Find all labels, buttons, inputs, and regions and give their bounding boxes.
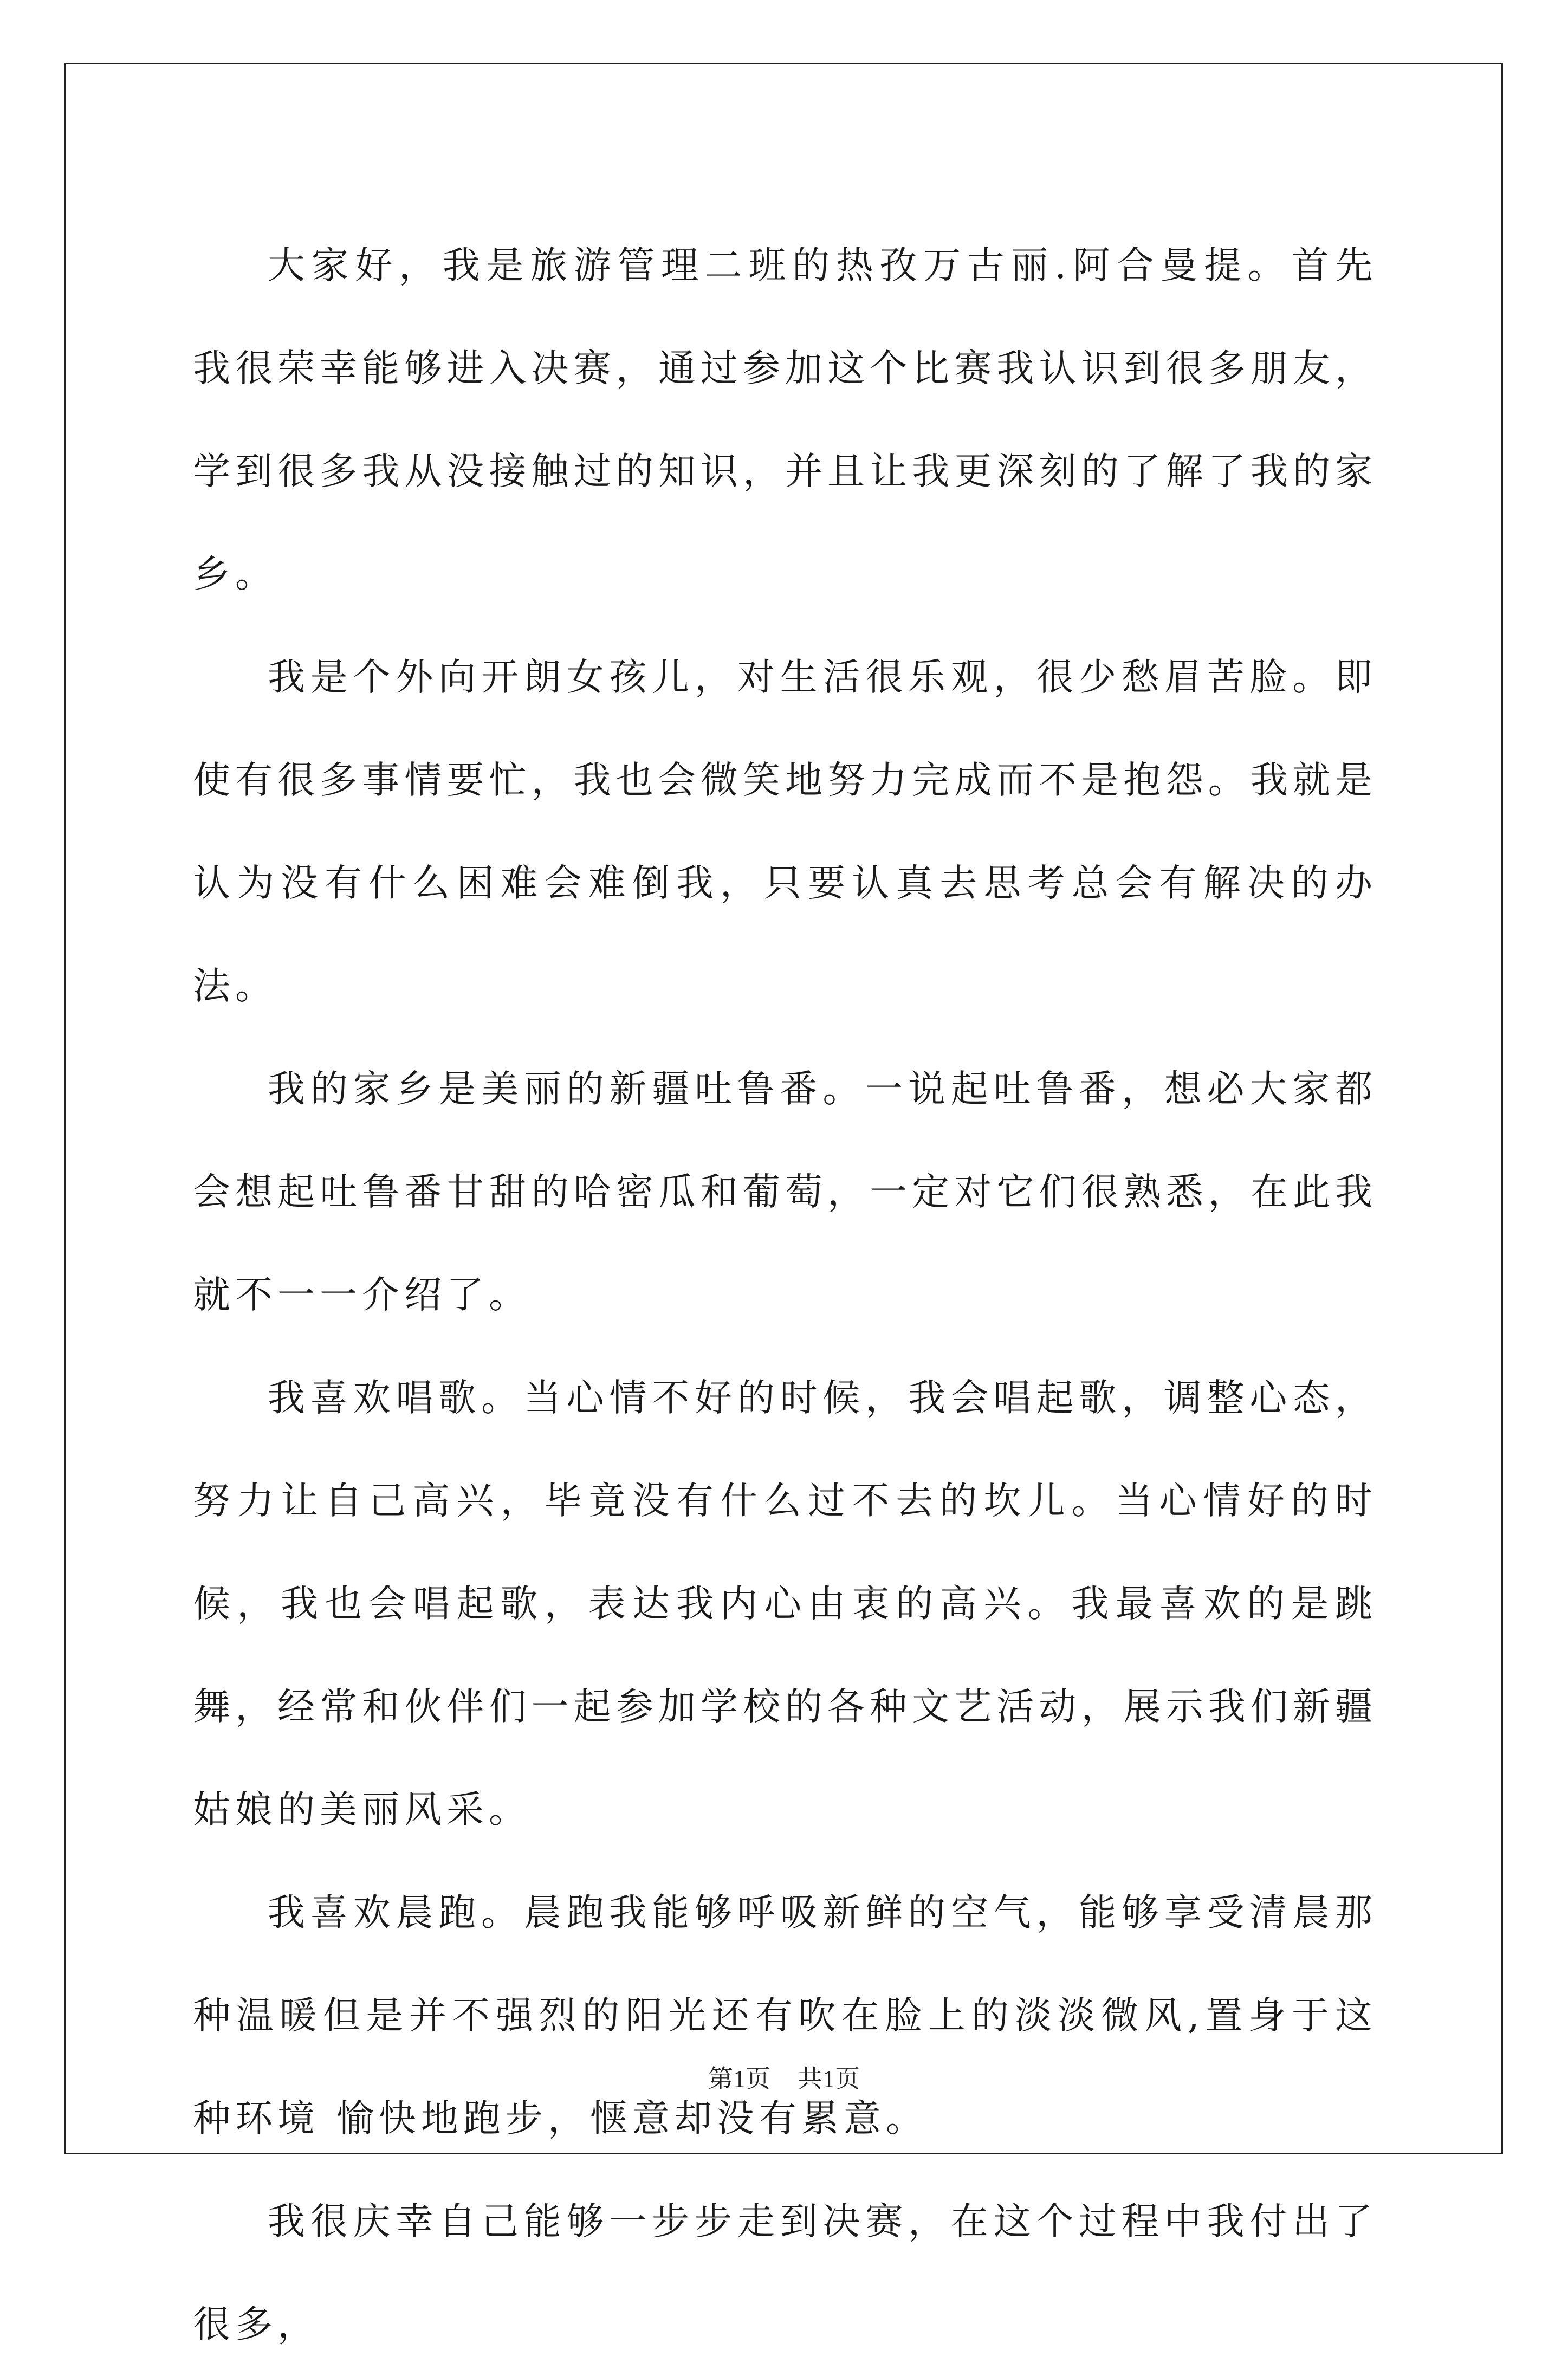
paragraph-4: 我喜欢唱歌。当心情不好的时候，我会唱起歌，调整心态，努力让自己高兴，毕竟没有什么过不去的坎儿。当心情好的时候，我也会唱起歌，表达我内心由衷的高兴。我最喜欢的是跳舞，经常和伙伴们一起参加学校的各种文艺活动，展示我们新疆姑娘的美丽风采。 [193,1376,1377,1831]
total-pages: 共1页 [798,2065,860,2093]
document-body [193,214,1377,2376]
paragraph-5: 我喜欢晨跑。晨跑我能够呼吸新鲜的空气，能够享受清晨那种温暖但是并不强烈的阳光还有吹在脸上的淡淡微风,置身于这种环境 愉快地跑步，惬意却没有累意。 [193,1891,1377,2140]
paragraph-2: 我是个外向开朗女孩儿，对生活很乐观，很少愁眉苦脸。即使有很多事情要忙，我也会微笑地努力完成而不是抱怨。我就是认为没有什么困难会难倒我，只要认真去思考总会有解决的办法。 [193,656,1377,1008]
page-number: 第1页 [708,2065,770,2093]
paragraph-6: 我很庆幸自己能够一步步走到决赛，在这个过程中我付出了很多， [193,2200,1377,2346]
paragraph-1: 大家好，我是旅游管理二班的热孜万古丽.阿合曼提。首先我很荣幸能够进入决赛，通过参加这个比赛我认识到很多朋友，学到很多我从没接触过的知识，并且让我更深刻的了解了我的家乡。 [193,244,1377,596]
paragraph-3: 我的家乡是美丽的新疆吐鲁番。一说起吐鲁番，想必大家都会想起吐鲁番甘甜的哈密瓜和葡萄，一定对它们很熟悉，在此我就不一一介绍了。 [193,1067,1377,1317]
page-footer [0,2059,1568,2095]
